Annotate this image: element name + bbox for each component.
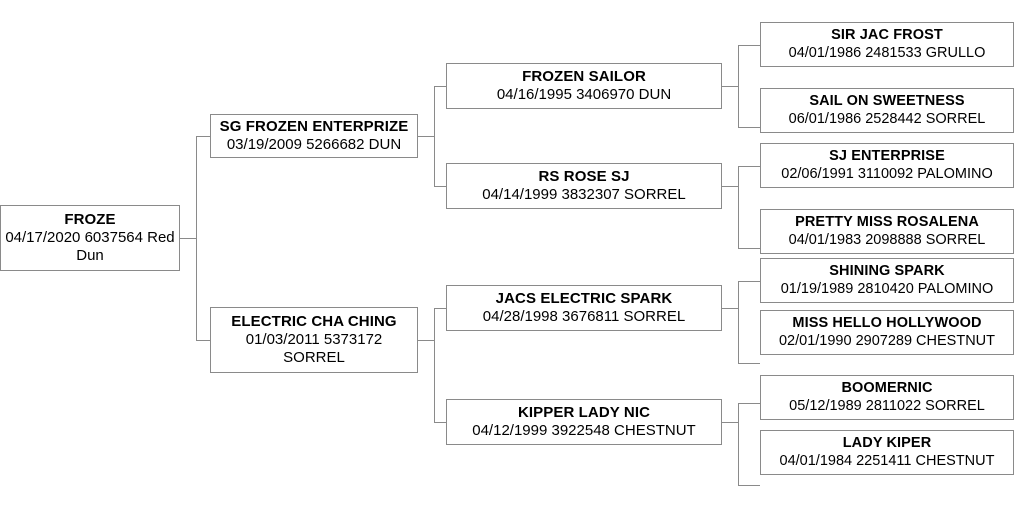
pedigree-node-dd-dam[interactable] (760, 430, 1014, 475)
pedigree-node-sire-sire[interactable] (446, 63, 722, 109)
node-details: 02/01/1990 2907289 CHESTNUT (778, 332, 996, 349)
pedigree-node-dam-sire[interactable] (446, 285, 722, 331)
node-details: 04/17/2020 6037564 Red Dun (5, 228, 175, 265)
connector-to-dd-sire (738, 403, 760, 404)
node-name: ELECTRIC CHA CHING (231, 312, 397, 330)
pedigree-node-sire-dam[interactable] (446, 163, 722, 209)
node-details: 05/12/1989 2811022 SORREL (789, 397, 985, 414)
connector-to-ss-sire (738, 45, 760, 46)
connector-sire-stem (418, 136, 434, 137)
node-details: 03/19/2009 5266682 DUN (226, 136, 402, 153)
connector-to-dd-dam (738, 485, 760, 486)
node-name: SHINING SPARK (829, 262, 945, 279)
pedigree-node-sd-dam[interactable] (760, 209, 1014, 254)
node-details: 04/28/1998 3676811 SORREL (482, 308, 686, 325)
connector-to-sd-sire (738, 166, 760, 167)
connector-to-dam (196, 340, 210, 341)
node-details: 02/06/1991 3110092 PALOMINO (781, 165, 993, 182)
connector-to-dam-sire (434, 308, 446, 309)
node-details: 04/16/1995 3406970 DUN (496, 86, 672, 103)
node-name: SAIL ON SWEETNESS (809, 92, 965, 109)
node-name: MISS HELLO HOLLYWOOD (792, 314, 982, 331)
connector-to-sire-sire (434, 86, 446, 87)
pedigree-node-dam[interactable] (210, 307, 418, 373)
node-details: 04/14/1999 3832307 SORREL (482, 186, 686, 203)
node-name: FROZEN SAILOR (522, 67, 646, 85)
connector-sd-bracket (738, 166, 739, 248)
node-name: JACS ELECTRIC SPARK (495, 289, 673, 307)
pedigree-node-root[interactable] (0, 205, 180, 271)
node-details: 01/03/2011 5373172 SORREL (245, 330, 383, 367)
connector-sire-bracket (434, 86, 435, 186)
node-name: SG FROZEN ENTERPRIZE (219, 117, 409, 135)
node-name: KIPPER LADY NIC (517, 403, 651, 421)
connector-dd-stem (722, 422, 738, 423)
connector-root-bracket (196, 136, 197, 340)
node-name: PRETTY MISS ROSALENA (795, 213, 979, 230)
node-details: 04/12/1999 3922548 CHESTNUT (472, 422, 696, 439)
connector-dam-stem (418, 340, 434, 341)
connector-dd-bracket (738, 403, 739, 485)
connector-to-dam-dam (434, 422, 446, 423)
node-details: 01/19/1989 2810420 PALOMINO (780, 280, 994, 297)
pedigree-node-ds-dam[interactable] (760, 310, 1014, 355)
connector-to-ds-dam (738, 363, 760, 364)
node-name: LADY KIPER (842, 434, 932, 451)
pedigree-node-dam-dam[interactable] (446, 399, 722, 445)
connector-to-sd-dam (738, 248, 760, 249)
node-name: BOOMERNIC (841, 379, 933, 396)
node-name: FROZE (64, 210, 116, 228)
node-details: 04/01/1984 2251411 CHESTNUT (779, 452, 995, 469)
pedigree-node-ss-sire[interactable] (760, 22, 1014, 67)
pedigree-node-ds-sire[interactable] (760, 258, 1014, 303)
node-name: SJ ENTERPRISE (829, 147, 945, 164)
pedigree-node-sd-sire[interactable] (760, 143, 1014, 188)
connector-to-sire (196, 136, 210, 137)
node-details: 04/01/1983 2098888 SORREL (788, 231, 986, 248)
node-name: SIR JAC FROST (831, 26, 943, 43)
pedigree-node-sire[interactable] (210, 114, 418, 158)
connector-ds-stem (722, 308, 738, 309)
pedigree-node-dd-sire[interactable] (760, 375, 1014, 420)
connector-ss-stem (722, 86, 738, 87)
node-details: 06/01/1986 2528442 SORREL (788, 110, 986, 127)
connector-dam-bracket (434, 308, 435, 422)
connector-ss-bracket (738, 45, 739, 127)
connector-to-ss-dam (738, 127, 760, 128)
connector-sd-stem (722, 186, 738, 187)
pedigree-node-ss-dam[interactable] (760, 88, 1014, 133)
node-name: RS ROSE SJ (538, 167, 630, 185)
connector-to-ds-sire (738, 281, 760, 282)
connector-ds-bracket (738, 281, 739, 363)
node-details: 04/01/1986 2481533 GRULLO (788, 44, 986, 61)
connector-root-stem (180, 238, 196, 239)
connector-to-sire-dam (434, 186, 446, 187)
